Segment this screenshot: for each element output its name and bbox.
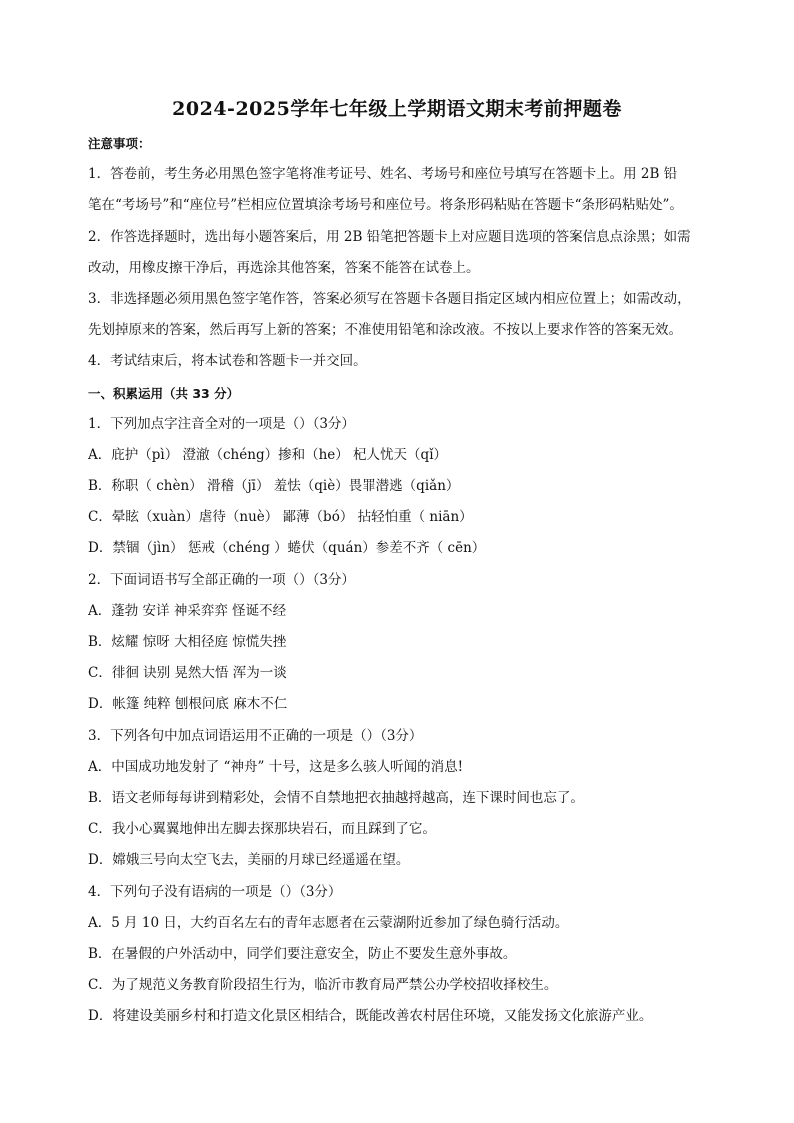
question-stem: 4．下列句子没有语病的一项是（）（3分）: [88, 883, 342, 900]
notice-line: 先划掉原来的答案，然后再写上新的答案；不准使用铅笔和涂改液。不按以上要求作答的答案无效。: [88, 322, 682, 339]
notice-line: 笔在“考场号”和“座位号”栏相应位置填涂考场号和座位号。将条形码粘贴在答题卡“条形码粘贴处”。: [88, 197, 683, 214]
question-option: D．禁锢（jìn） 惩戒（chéng ）蜷伏（quán）参差不齐（ cēn）: [88, 540, 486, 557]
question-option: B．语文老师每每讲到精彩处，会情不自禁地把衣抽越捋越高，连下课时间也忘了。: [88, 789, 584, 806]
notice-line: 改动，用橡皮擦干净后，再选涂其他答案，答案不能答在试卷上。: [88, 259, 480, 276]
exam-content: [88, 128, 708, 1032]
question-option: A．庇护（pì） 澄澈（chéng）掺和（he） 杞人忧天（qǐ）: [88, 446, 448, 463]
question-option: B．称职（ chèn） 滑稽（jī） 羞怯（qiè）畏罪潜逃（qiǎn）: [88, 478, 460, 495]
question-option: D．帐篷 纯粹 刨根问底 麻木不仁: [88, 696, 288, 713]
question-option: B．炫耀 惊呀 大相径庭 惊慌失挫: [88, 634, 287, 650]
question-option: C．我小心翼翼地伸出左脚去探那块岩石，而且踩到了它。: [88, 821, 436, 838]
question-option: D．嫦娥三号向太空飞去，美丽的月球已经遥遥在望。: [88, 852, 410, 869]
question-option: C．晕眩（xuàn）虐待（nuè） 鄙薄（bó） 拈轻怕重（ niān）: [88, 509, 473, 526]
notice-line: 1．答卷前，考生务必用黑色签字笔将准考证号、姓名、考场号和座位号填写在答题卡上。用 2B 铅: [88, 166, 678, 183]
question-option: C．为了规范义务教育阶段招生行为，临沂市教育局严禁公办学校招收择校生。: [88, 977, 558, 994]
question-option: D．将建设美丽乡村和打造文化景区相结合，既能改善农村居住环境，又能发扬文化旅游产业。: [88, 1008, 653, 1025]
question-stem: 3．下列各句中加点词语运用不正确的一项是（）（3分）: [88, 727, 423, 744]
notice-heading: 注意事项：: [88, 136, 151, 151]
section-heading: 一、积累运用（共 33 分）: [88, 385, 240, 401]
exam-title: 2024-2025学年七年级上学期语文期末考前押题卷: [172, 98, 622, 120]
question-option: C．徘徊 诀别 晃然大悟 浑为一谈: [88, 665, 287, 682]
notice-line: 4．考试结束后，将本试卷和答题卡一并交回。: [88, 353, 367, 370]
question-option: A．5 月 10 日，大约百名左右的青年志愿者在云蒙湖附近参加了绿色骑行活动。: [88, 914, 569, 931]
notice-line: 3．非选择题必须用黑色签字笔作答，答案必须写在答题卡各题目指定区域内相应位置上；如需改动，: [88, 290, 691, 307]
notice-line: 2．作答选择题时，选出每小题答案后，用 2B 铅笔把答题卡上对应题目选项的答案信息点涂黑；如需: [88, 228, 691, 245]
question-stem: 2．下面词语书写全部正确的一项（）（3分）: [88, 571, 355, 588]
question-option: A．蓬勃 安详 神采弈弈 怪诞不经: [88, 602, 287, 619]
question-option: A．中国成功地发射了 “神舟” 十号，这是多么骇人听闻的消息!: [88, 758, 464, 775]
question-option: B．在暑假的户外活动中，同学们要注意安全，防止不要发生意外事故。: [88, 945, 517, 962]
question-stem: 1．下列加点字注音全对的一项是（）（3分）: [88, 415, 355, 432]
